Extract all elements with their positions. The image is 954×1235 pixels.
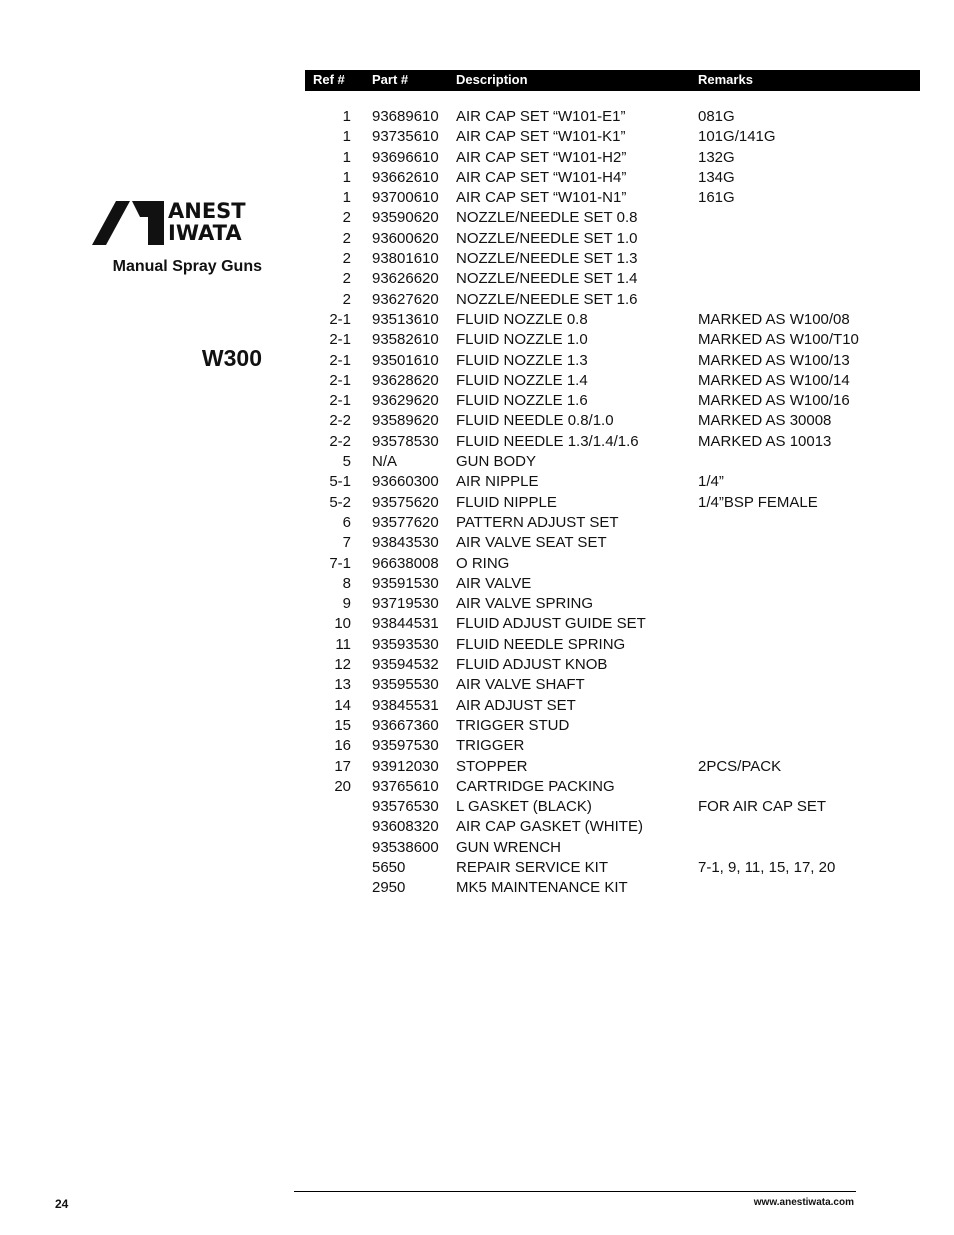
cell-description: FLUID NIPPLE [456,493,557,511]
cell-description: FLUID ADJUST GUIDE SET [456,615,646,633]
cell-part: 93513610 [372,310,439,328]
cell-description: AIR CAP SET “W101-E1” [456,108,626,125]
cell-part: 93845531 [372,696,439,714]
cell-description: GUN BODY [456,453,537,471]
product-line-label: Manual Spray Guns [112,258,262,275]
table-row [0,513,954,533]
cell-part: 93628620 [372,371,439,389]
cell-part: 93629620 [372,392,439,410]
cell-description: NOZZLE/NEEDLE SET 1.6 [456,290,638,308]
logo-line-2: IWATA [168,221,242,245]
table-row [0,290,954,310]
cell-remarks: MARKED AS 30008 [698,412,832,430]
table-row [0,635,954,655]
cell-ref: 2-1 [329,331,351,349]
cell-description: FLUID NOZZLE 1.4 [456,371,588,389]
cell-description: FLUID NOZZLE 1.0 [456,331,588,349]
cell-description: PATTERN ADJUST SET [456,513,619,531]
cell-remarks: 1/4” [698,473,724,491]
cell-part: 93719530 [372,595,439,613]
cell-ref: 14 [334,696,351,714]
cell-description: AIR VALVE SPRING [456,595,593,613]
table-row [0,188,954,208]
cell-ref: 2-2 [329,412,351,430]
cell-remarks: MARKED AS W100/14 [698,371,850,389]
table-row [0,736,954,756]
cell-ref: 15 [334,716,351,734]
header-remarks: Remarks [698,72,753,87]
cell-remarks: 081G [698,108,735,125]
table-row [0,777,954,797]
cell-description: NOZZLE/NEEDLE SET 1.4 [456,270,638,288]
cell-description: AIR CAP SET “W101-H2” [456,148,627,166]
cell-remarks: FOR AIR CAP SET [698,798,827,816]
cell-part: 93575620 [372,493,439,511]
cell-part: 93608320 [372,818,439,836]
table-row [0,452,954,472]
table-row [0,858,954,878]
cell-description: NOZZLE/NEEDLE SET 1.0 [456,229,638,247]
table-row [0,330,954,350]
cell-description: FLUID NEEDLE 1.3/1.4/1.6 [456,432,639,450]
cell-ref: 7-1 [329,554,351,572]
cell-description: NOZZLE/NEEDLE SET 0.8 [456,209,638,227]
cell-remarks: 1/4”BSP FEMALE [698,493,818,511]
table-row [0,594,954,614]
cell-remarks: 161G [698,189,735,207]
website-url: www.anestiwata.com [753,1197,854,1208]
table-row [0,127,954,147]
cell-description: FLUID NOZZLE 1.6 [456,392,588,410]
cell-remarks: 7-1, 9, 11, 15, 17, 20 [698,858,836,876]
cell-description: FLUID NOZZLE 0.8 [456,310,588,328]
cell-part: 93843530 [372,534,439,552]
cell-part: 93501610 [372,351,439,369]
cell-ref: 2-2 [329,432,351,450]
table-row [0,838,954,858]
table-row [0,269,954,289]
cell-part: 93593530 [372,635,439,653]
cell-description: AIR VALVE SEAT SET [456,534,607,552]
parts-table-header [305,70,920,91]
cell-part: 5650 [372,858,406,876]
cell-description: AIR CAP SET “W101-H4” [456,168,627,186]
header-ref: Ref # [313,72,345,87]
table-row [0,371,954,391]
cell-remarks: 134G [698,168,735,186]
cell-part: 93582610 [372,331,439,349]
table-row [0,554,954,574]
cell-ref: 12 [334,656,351,674]
cell-ref: 5-1 [329,473,351,491]
cell-part: 93689610 [372,108,439,125]
page-number: 24 [55,1197,69,1211]
cell-part: 96638008 [372,554,439,572]
table-row [0,716,954,736]
table-row [0,391,954,411]
cell-ref: 2-1 [329,371,351,389]
cell-part: 93595530 [372,676,439,694]
cell-description: FLUID ADJUST KNOB [456,656,608,674]
cell-ref: 9 [342,595,351,613]
table-row [0,696,954,716]
table-row [0,797,954,817]
cell-remarks: MARKED AS 10013 [698,432,832,450]
cell-ref: 1 [342,189,351,207]
cell-ref: 8 [342,574,351,592]
table-row [0,351,954,371]
cell-ref: 11 [335,635,351,653]
cell-part: 93660300 [372,473,439,491]
cell-part: 93590620 [372,209,439,227]
table-row [0,493,954,513]
cell-description: AIR NIPPLE [456,473,539,491]
header-part: Part # [372,72,409,87]
table-row [0,614,954,634]
cell-description: L GASKET (BLACK) [456,798,592,816]
cell-remarks: MARKED AS W100/13 [698,351,850,369]
cell-part: 93735610 [372,128,439,146]
cell-description: TRIGGER STUD [456,716,570,734]
cell-ref: 2 [342,250,351,268]
table-row [0,472,954,492]
cell-ref: 20 [334,777,351,795]
cell-part: 93627620 [372,290,439,308]
cell-part: 93589620 [372,412,439,430]
cell-ref: 1 [342,108,351,125]
table-row [0,107,954,127]
cell-description: AIR CAP GASKET (WHITE) [456,818,643,836]
cell-description: NOZZLE/NEEDLE SET 1.3 [456,250,638,268]
cell-remarks: 132G [698,148,735,166]
table-row [0,878,954,898]
cell-part: 93844531 [372,615,439,633]
cell-ref: 2-1 [329,351,351,369]
cell-part: 93577620 [372,513,439,531]
cell-description: CARTRIDGE PACKING [456,777,615,795]
table-row [0,533,954,553]
cell-part: 93667360 [372,716,439,734]
cell-remarks: 101G/141G [698,128,776,146]
cell-part: 93912030 [372,757,439,775]
cell-description: AIR CAP SET “W101-N1” [456,189,627,207]
cell-part: 93538600 [372,838,439,856]
cell-description: AIR ADJUST SET [456,696,576,714]
cell-ref: 16 [334,737,351,755]
cell-description: FLUID NOZZLE 1.3 [456,351,588,369]
cell-ref: 2 [342,209,351,227]
table-row [0,817,954,837]
cell-description: AIR VALVE SHAFT [456,676,585,694]
table-row [0,148,954,168]
table-row [0,411,954,431]
cell-remarks: MARKED AS W100/16 [698,392,850,410]
cell-description: FLUID NEEDLE 0.8/1.0 [456,412,614,430]
cell-remarks: 2PCS/PACK [698,757,782,775]
table-row [0,229,954,249]
cell-description: O RING [456,554,510,572]
cell-description: GUN WRENCH [456,838,561,856]
cell-description: TRIGGER [456,737,525,755]
table-row [0,675,954,695]
cell-part: N/A [372,453,398,471]
parts-table-body [0,107,954,899]
table-row [0,310,954,330]
cell-part: 93801610 [372,250,439,268]
cell-ref: 2 [342,229,351,247]
cell-part: 93600620 [372,229,439,247]
cell-description: AIR VALVE [456,574,532,592]
header-description: Description [456,72,528,87]
cell-ref: 10 [334,615,351,633]
cell-description: STOPPER [456,757,528,775]
logo-line-1: ANEST [168,199,246,223]
cell-ref: 7 [342,534,351,552]
table-row [0,168,954,188]
cell-ref: 2-1 [329,392,351,410]
cell-part: 93696610 [372,148,439,166]
cell-ref: 2 [342,290,351,308]
cell-description: MK5 MAINTENANCE KIT [456,879,628,897]
table-row [0,432,954,452]
cell-ref: 5-2 [329,493,351,511]
cell-part: 93591530 [372,574,439,592]
cell-ref: 1 [342,168,351,186]
cell-ref: 13 [334,676,351,694]
table-row [0,249,954,269]
cell-part: 93662610 [372,168,439,186]
cell-remarks: MARKED AS W100/08 [698,310,850,328]
cell-part: 93578530 [372,432,439,450]
cell-ref: 2-1 [329,310,351,328]
cell-ref: 1 [342,148,351,166]
cell-part: 93626620 [372,270,439,288]
cell-ref: 6 [342,513,351,531]
cell-part: 93597530 [372,737,439,755]
cell-description: FLUID NEEDLE SPRING [456,635,626,653]
cell-ref: 2 [342,270,351,288]
table-row [0,655,954,675]
cell-description: REPAIR SERVICE KIT [456,858,608,876]
cell-ref: 17 [334,757,351,775]
cell-description: AIR CAP SET “W101-K1” [456,128,626,146]
cell-ref: 1 [342,128,351,146]
table-row [0,208,954,228]
cell-part: 93765610 [372,777,439,795]
footer-divider [294,1191,856,1192]
table-row [0,757,954,777]
cell-part: 93576530 [372,798,439,816]
model-title: W300 [201,345,262,371]
cell-part: 93700610 [372,189,439,207]
table-row [0,574,954,594]
cell-part: 2950 [372,879,406,897]
cell-ref: 5 [342,453,351,471]
cell-part: 93594532 [372,656,439,674]
cell-remarks: MARKED AS W100/T10 [698,331,859,349]
